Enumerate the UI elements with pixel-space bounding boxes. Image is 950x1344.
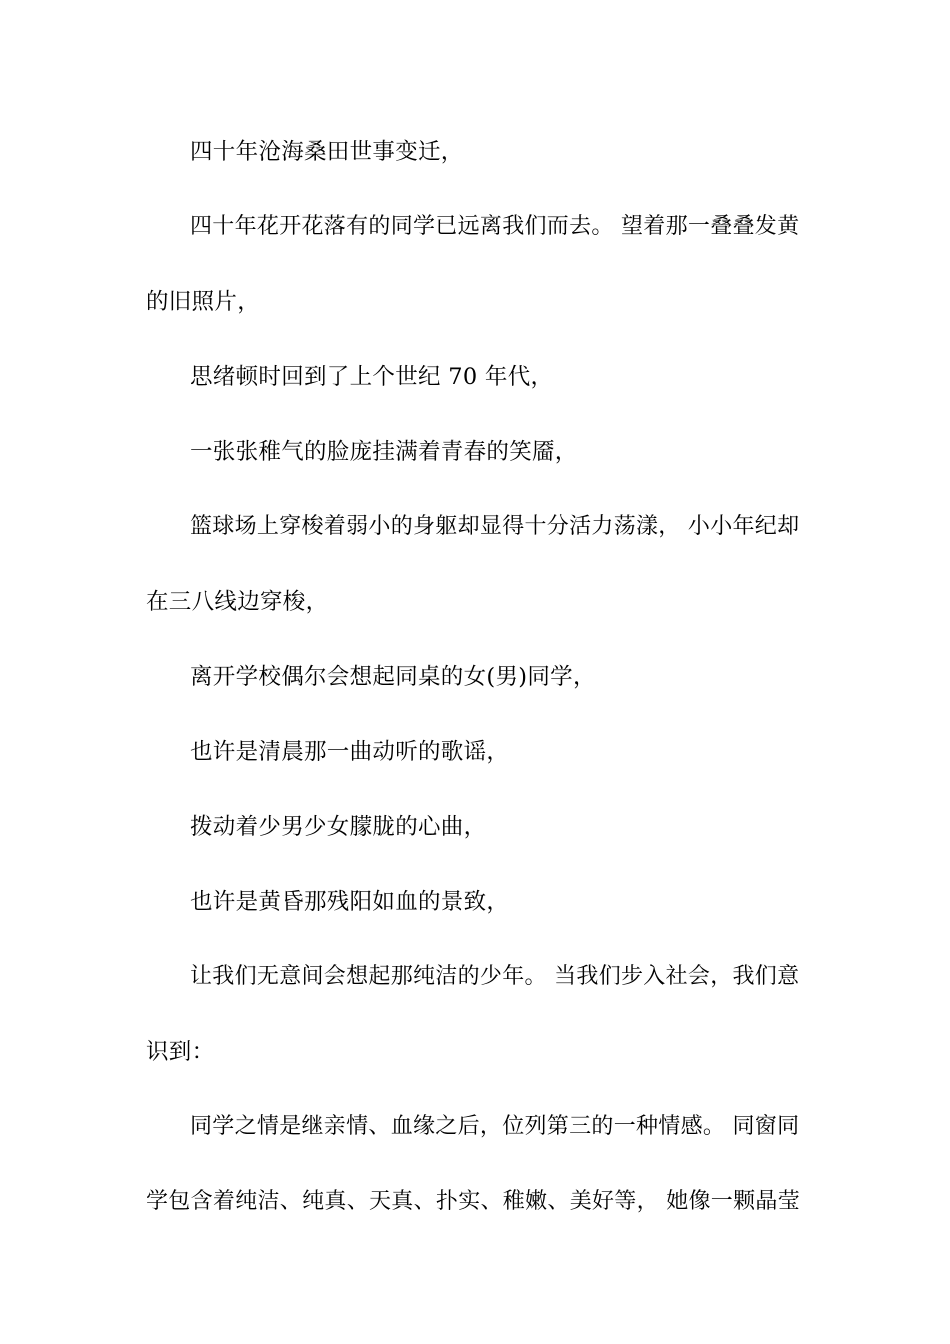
text-line-13: 识到：	[146, 1039, 215, 1065]
text-line-4: 思绪顿时回到了上个世纪 70 年代，	[190, 364, 554, 390]
text-line-6: 篮球场上穿梭着弱小的身躯却显得十分活力荡漾， 小小年纪却	[190, 514, 800, 539]
text-line-2: 四十年花开花落有的同学已远离我们而去。 望着那一叠叠发黄	[190, 214, 800, 239]
text-line-10: 拨动着少男少女朦胧的心曲，	[190, 814, 487, 840]
text-line-3: 的旧照片，	[146, 289, 261, 315]
text-line-1: 四十年沧海桑田世事变迁，	[190, 139, 464, 165]
text-line-8: 离开学校偶尔会想起同桌的女(男)同学，	[190, 664, 596, 690]
text-line-14: 同学之情是继亲情、血缘之后，位列第三的一种情感。 同窗同	[190, 1114, 800, 1139]
text-line-11: 也许是黄昏那残阳如血的景致，	[190, 889, 510, 915]
text-line-5: 一张张稚气的脸庞挂满着青春的笑靥，	[190, 439, 578, 465]
text-line-12: 让我们无意间会想起那纯洁的少年。 当我们步入社会，我们意	[190, 964, 800, 989]
text-line-9: 也许是清晨那一曲动听的歌谣，	[190, 739, 510, 765]
text-line-15: 学包含着纯洁、纯真、天真、扑实、稚嫩、美好等， 她像一颗晶莹	[146, 1189, 800, 1214]
text-line-7: 在三八线边穿梭，	[146, 589, 329, 615]
